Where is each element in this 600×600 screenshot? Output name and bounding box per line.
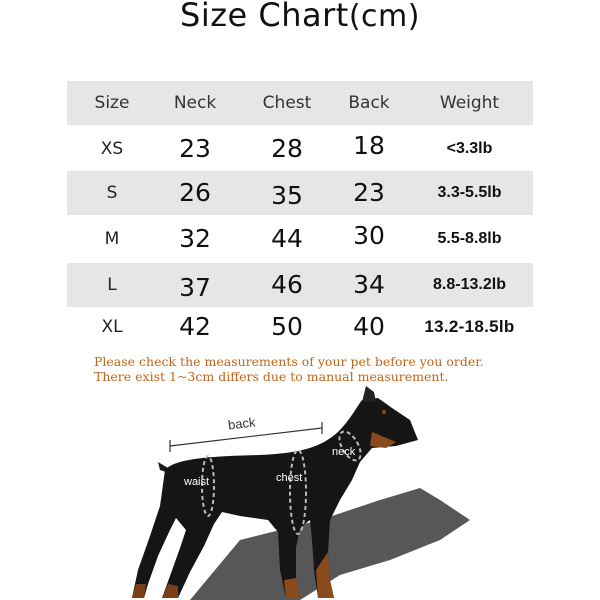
cell-chest: 35 — [271, 181, 303, 210]
table-row — [67, 127, 533, 171]
header-chest: Chest — [262, 93, 312, 113]
cell-neck: 26 — [179, 178, 211, 207]
table-header-row — [67, 81, 533, 125]
neck-label: neck — [332, 446, 356, 458]
cell-weight: <3.3lb — [446, 140, 493, 157]
cell-size: XS — [100, 139, 124, 159]
title-unit: (cm) — [348, 0, 420, 34]
cell-weight: 13.2-18.5lb — [424, 317, 515, 336]
header-back: Back — [348, 93, 390, 113]
notice-line-2: There exist 1~3cm differs due to manual measurement. — [94, 369, 449, 384]
cell-back: 34 — [353, 270, 385, 299]
cell-chest: 50 — [271, 312, 303, 341]
cell-back: 30 — [353, 221, 385, 250]
cell-weight: 5.5-8.8lb — [437, 230, 502, 247]
notice-line-1: Please check the measurements of your pet before you order. — [94, 354, 484, 369]
cell-neck: 23 — [179, 134, 211, 163]
cell-chest: 44 — [271, 224, 303, 253]
cell-chest: 28 — [271, 134, 303, 163]
back-label: back — [227, 414, 257, 433]
table-row — [67, 217, 533, 261]
dog-measurement-diagram — [0, 380, 600, 600]
cell-weight: 3.3-5.5lb — [437, 184, 502, 201]
cell-back: 18 — [353, 131, 385, 160]
page-title — [0, 0, 600, 34]
header-size: Size — [94, 93, 130, 113]
header-neck: Neck — [173, 93, 217, 113]
header-weight: Weight — [439, 93, 500, 113]
title-main: Size Chart — [180, 0, 349, 34]
cell-neck: 32 — [179, 224, 211, 253]
chest-label: chest — [276, 472, 303, 484]
cell-size: L — [107, 275, 117, 295]
cell-size: XL — [101, 317, 123, 337]
cell-back: 40 — [353, 312, 385, 341]
cell-neck: 37 — [179, 273, 211, 302]
cell-chest: 46 — [271, 270, 303, 299]
table-row — [67, 171, 533, 215]
table-row — [67, 305, 533, 349]
cell-weight: 8.8-13.2lb — [433, 276, 506, 293]
cell-size: M — [104, 229, 120, 249]
waist-label: waist — [184, 476, 210, 488]
cell-neck: 42 — [179, 312, 211, 341]
cell-back: 23 — [353, 178, 385, 207]
cell-size: S — [106, 183, 118, 203]
table-row — [67, 263, 533, 307]
